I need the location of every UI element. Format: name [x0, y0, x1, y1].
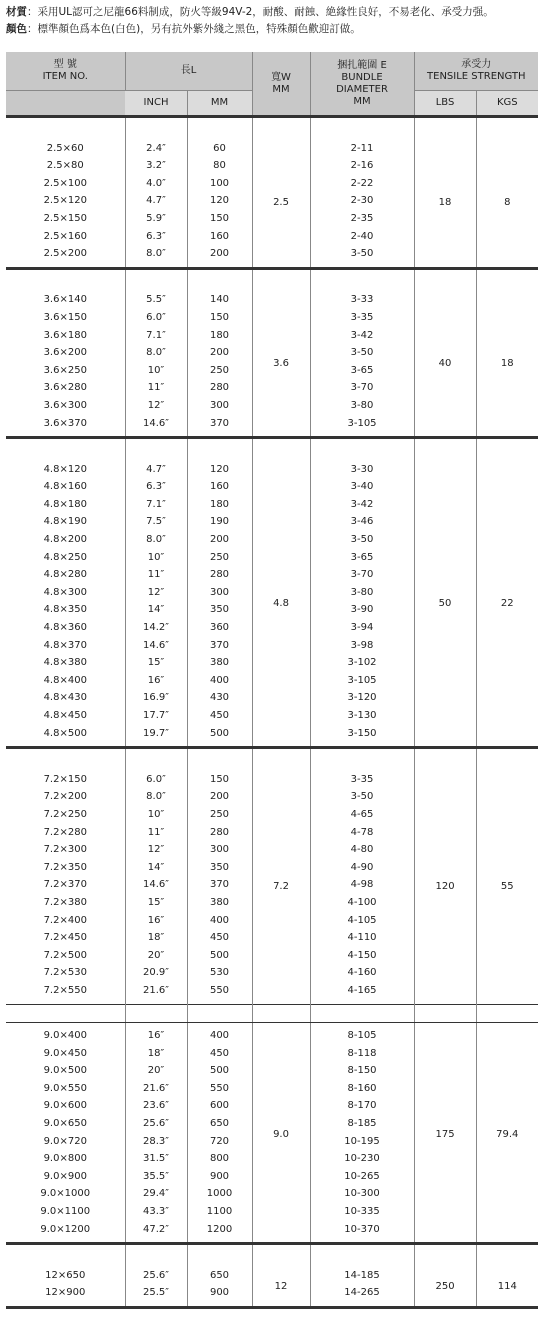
item-no: 4.8×200: [43, 534, 87, 546]
length-inch: 8.0″: [125, 245, 187, 268]
length-mm: 150: [187, 309, 252, 327]
material-note: [6, 4, 538, 21]
item-no: 7.2×300: [43, 844, 87, 856]
length-mm: 250: [187, 549, 252, 567]
bundle-diameter: 3-65: [310, 362, 414, 380]
bundle-diameter: 3-120: [310, 689, 414, 707]
length-inch: 18″: [125, 929, 187, 947]
group-separator: [6, 438, 538, 457]
bundle-diameter: 4-65: [310, 806, 414, 824]
bundle-diameter: 2-16: [310, 157, 414, 175]
length-inch: 14.6″: [125, 637, 187, 655]
length-inch: 31.5″: [125, 1150, 187, 1168]
tensile-kgs: 114: [476, 1263, 538, 1308]
length-mm: 100: [187, 175, 252, 193]
length-mm: 1100: [187, 1203, 252, 1221]
length-mm: 150: [187, 210, 252, 228]
length-mm: 120: [187, 192, 252, 210]
length-inch: 16″: [125, 912, 187, 930]
length-mm: 150: [187, 767, 252, 789]
table-row: [6, 457, 538, 479]
item-no: 4.8×360: [43, 622, 87, 634]
bundle-diameter: 3-46: [310, 513, 414, 531]
length-inch: 20″: [125, 947, 187, 965]
item-no: 4.8×450: [43, 710, 87, 721]
bundle-diameter: 14-265: [310, 1284, 414, 1307]
length-inch: 4.0″: [125, 175, 187, 193]
item-no: 7.2×380: [43, 896, 87, 908]
length-mm: 500: [187, 947, 252, 965]
bundle-diameter: 3-94: [310, 619, 414, 637]
length-inch: 14.6″: [125, 876, 187, 894]
bundle-diameter: 4-98: [310, 876, 414, 894]
length-inch: 20″: [125, 1062, 187, 1080]
color-label: 顏色: [6, 23, 27, 35]
spec-notes: [0, 0, 544, 38]
length-mm: 180: [187, 327, 252, 345]
table-row: [6, 1023, 538, 1045]
item-no: 7.2×530: [43, 967, 87, 979]
length-mm: 160: [187, 228, 252, 246]
bundle-diameter: 2-40: [310, 228, 414, 246]
length-inch: 28.3″: [125, 1133, 187, 1151]
length-mm: 250: [187, 806, 252, 824]
length-mm: 300: [187, 397, 252, 415]
length-mm: 500: [187, 725, 252, 748]
bundle-diameter: 2-35: [310, 210, 414, 228]
length-inch: 15″: [125, 894, 187, 912]
bundle-diameter: 3-98: [310, 637, 414, 655]
length-inch: 6.3″: [125, 478, 187, 496]
bundle-diameter: 3-65: [310, 549, 414, 567]
item-no: 9.0×900: [43, 1170, 87, 1182]
width-mm: 2.5: [252, 136, 310, 269]
item-no: 9.0×720: [43, 1135, 87, 1147]
length-inch: 6.3″: [125, 228, 187, 246]
length-mm: 190: [187, 513, 252, 531]
length-mm: 200: [187, 245, 252, 268]
length-inch: 4.7″: [125, 192, 187, 210]
length-inch: 11″: [125, 566, 187, 584]
bundle-diameter: 8-105: [310, 1023, 414, 1045]
length-mm: 1200: [187, 1221, 252, 1244]
length-inch: 4.7″: [125, 457, 187, 479]
header-length: 長L: [125, 52, 252, 91]
length-mm: 180: [187, 496, 252, 514]
item-no: 3.6×300: [43, 399, 87, 411]
item-no: 9.0×1100: [40, 1206, 91, 1218]
bundle-diameter: 4-160: [310, 964, 414, 982]
item-no: 9.0×800: [43, 1153, 87, 1165]
length-inch: 12″: [125, 841, 187, 859]
length-mm: 380: [187, 894, 252, 912]
bundle-diameter: 3-105: [310, 415, 414, 438]
tensile-kgs: 79.4: [476, 1023, 538, 1244]
width-mm: 12: [252, 1263, 310, 1308]
bundle-diameter: 3-102: [310, 654, 414, 672]
length-mm: 140: [187, 287, 252, 309]
header-inch: INCH: [125, 91, 187, 117]
tensile-lbs: 175: [414, 1023, 476, 1244]
bundle-diameter: 3-70: [310, 566, 414, 584]
length-mm: 370: [187, 637, 252, 655]
length-mm: 60: [187, 136, 252, 158]
length-mm: 350: [187, 601, 252, 619]
item-no: 7.2×350: [43, 861, 87, 873]
bundle-diameter: 3-40: [310, 478, 414, 496]
length-mm: 120: [187, 457, 252, 479]
length-mm: 200: [187, 344, 252, 362]
item-no: 9.0×1000: [40, 1188, 91, 1200]
length-inch: 14.2″: [125, 619, 187, 637]
item-no: 4.8×370: [43, 639, 87, 651]
item-no: 3.6×150: [43, 311, 87, 323]
length-mm: 200: [187, 788, 252, 806]
item-no: 3.6×250: [43, 364, 87, 376]
bundle-diameter: 10-300: [310, 1185, 414, 1203]
item-no: 2.5×150: [43, 212, 87, 224]
bundle-diameter: 3-130: [310, 707, 414, 725]
header-mm: MM: [187, 91, 252, 117]
length-inch: 14.6″: [125, 415, 187, 438]
item-no: 12×650: [45, 1269, 86, 1281]
bundle-diameter: 4-100: [310, 894, 414, 912]
length-inch: 5.9″: [125, 210, 187, 228]
tensile-kgs: 55: [476, 767, 538, 1004]
length-inch: 8.0″: [125, 344, 187, 362]
length-mm: 430: [187, 689, 252, 707]
tensile-lbs: 40: [414, 287, 476, 437]
bundle-diameter: 3-90: [310, 601, 414, 619]
length-inch: 5.5″: [125, 287, 187, 309]
item-no: 2.5×200: [43, 248, 87, 260]
width-mm: 4.8: [252, 457, 310, 748]
group-separator: [6, 748, 538, 767]
table-bottom-rule: [6, 1308, 538, 1327]
length-inch: 10″: [125, 362, 187, 380]
length-inch: 17.7″: [125, 707, 187, 725]
length-inch: 3.2″: [125, 157, 187, 175]
material-text: ：采用UL認可之尼龍66料制成，防火等級94V-2，耐酸、耐蝕、絶緣性良好，不易老化、承受力强。: [27, 6, 494, 18]
length-inch: 8.0″: [125, 788, 187, 806]
length-mm: 900: [187, 1168, 252, 1186]
table-row: [6, 136, 538, 158]
item-no: 9.0×600: [43, 1100, 87, 1112]
length-mm: 720: [187, 1133, 252, 1151]
item-no: 7.2×200: [43, 791, 87, 803]
bundle-diameter: 3-150: [310, 725, 414, 748]
bundle-diameter: 10-265: [310, 1168, 414, 1186]
length-mm: 1000: [187, 1185, 252, 1203]
bundle-diameter: 10-370: [310, 1221, 414, 1244]
length-mm: 600: [187, 1097, 252, 1115]
length-inch: 6.0″: [125, 309, 187, 327]
color-note: [6, 21, 538, 38]
item-no: 4.8×280: [43, 569, 87, 581]
header-lbs: LBS: [414, 91, 476, 117]
item-no: 7.2×280: [43, 826, 87, 838]
item-no: 4.8×500: [43, 727, 87, 739]
length-mm: 300: [187, 584, 252, 602]
item-no: 9.0×550: [43, 1082, 87, 1094]
item-no: 3.6×180: [43, 329, 87, 341]
bundle-diameter: 10-230: [310, 1150, 414, 1168]
item-no: 9.0×650: [43, 1118, 87, 1130]
bundle-diameter: 3-50: [310, 245, 414, 268]
length-mm: 360: [187, 619, 252, 637]
color-text: ：標準顏色爲本色(白色)，另有抗外紫外綫之黑色，特殊顏色歡迎訂做。: [27, 23, 361, 35]
item-no: 3.6×370: [43, 417, 87, 429]
group-separator: [6, 117, 538, 136]
length-inch: 25.5″: [125, 1284, 187, 1307]
length-inch: 8.0″: [125, 531, 187, 549]
length-mm: 200: [187, 531, 252, 549]
bundle-diameter: 2-22: [310, 175, 414, 193]
bundle-diameter: 3-42: [310, 327, 414, 345]
item-no: 4.8×350: [43, 604, 87, 616]
bundle-diameter: 3-50: [310, 344, 414, 362]
group-separator: [6, 1244, 538, 1263]
item-no: 7.2×500: [43, 949, 87, 961]
length-inch: 12″: [125, 397, 187, 415]
length-inch: 12″: [125, 584, 187, 602]
bundle-diameter: 8-118: [310, 1045, 414, 1063]
length-inch: 21.6″: [125, 1080, 187, 1098]
header-item: 型 號 ITEM NO.: [6, 52, 125, 91]
bundle-diameter: 8-170: [310, 1097, 414, 1115]
bundle-diameter: 14-185: [310, 1263, 414, 1285]
material-label: 材質: [6, 6, 27, 18]
length-inch: 14″: [125, 859, 187, 877]
item-no: 4.8×300: [43, 586, 87, 598]
item-no: 4.8×180: [43, 498, 87, 510]
header-item-blank: [6, 91, 125, 117]
length-mm: 800: [187, 1150, 252, 1168]
tensile-lbs: 18: [414, 136, 476, 269]
bundle-diameter: 8-150: [310, 1062, 414, 1080]
table-row: [6, 767, 538, 789]
length-mm: 280: [187, 566, 252, 584]
bundle-diameter: 8-185: [310, 1115, 414, 1133]
bundle-diameter: 3-30: [310, 457, 414, 479]
item-no: 7.2×150: [43, 773, 87, 785]
bundle-diameter: 4-165: [310, 982, 414, 1004]
length-mm: 450: [187, 929, 252, 947]
length-inch: 6.0″: [125, 767, 187, 789]
header-tensile: 承受力 TENSILE STRENGTH: [414, 52, 538, 91]
width-mm: 9.0: [252, 1023, 310, 1244]
length-inch: 7.1″: [125, 327, 187, 345]
tensile-lbs: 50: [414, 457, 476, 748]
length-mm: 370: [187, 876, 252, 894]
length-mm: 550: [187, 1080, 252, 1098]
length-inch: 7.1″: [125, 496, 187, 514]
bundle-diameter: 2-30: [310, 192, 414, 210]
length-mm: 550: [187, 982, 252, 1004]
length-inch: 23.6″: [125, 1097, 187, 1115]
length-inch: 29.4″: [125, 1185, 187, 1203]
length-inch: 43.3″: [125, 1203, 187, 1221]
length-mm: 250: [187, 362, 252, 380]
bundle-diameter: 3-42: [310, 496, 414, 514]
length-mm: 280: [187, 824, 252, 842]
bundle-diameter: 3-105: [310, 672, 414, 690]
tensile-lbs: 120: [414, 767, 476, 1004]
item-no: 12×900: [45, 1287, 86, 1299]
length-mm: 450: [187, 1045, 252, 1063]
spec-body: [6, 117, 538, 1327]
group-separator: [6, 268, 538, 287]
item-no: 4.8×250: [43, 551, 87, 563]
item-no: 9.0×400: [43, 1030, 87, 1042]
length-inch: 25.6″: [125, 1115, 187, 1133]
item-no: 3.6×280: [43, 382, 87, 394]
cable-tie-spec-table: [6, 52, 538, 1327]
length-mm: 450: [187, 707, 252, 725]
item-no: 7.2×550: [43, 984, 87, 996]
item-no: 9.0×450: [43, 1047, 87, 1059]
length-inch: 16″: [125, 672, 187, 690]
width-mm: 7.2: [252, 767, 310, 1004]
bundle-diameter: 10-335: [310, 1203, 414, 1221]
item-no: 9.0×1200: [40, 1223, 91, 1235]
bundle-diameter: 10-195: [310, 1133, 414, 1151]
item-no: 7.2×250: [43, 808, 87, 820]
length-inch: 35.5″: [125, 1168, 187, 1186]
length-inch: 10″: [125, 549, 187, 567]
length-mm: 400: [187, 1023, 252, 1045]
bundle-diameter: 3-50: [310, 788, 414, 806]
bundle-diameter: 4-80: [310, 841, 414, 859]
length-mm: 160: [187, 478, 252, 496]
bundle-diameter: 2-11: [310, 136, 414, 158]
item-no: 7.2×450: [43, 932, 87, 944]
bundle-diameter: 3-33: [310, 287, 414, 309]
length-mm: 370: [187, 415, 252, 438]
bundle-diameter: 3-70: [310, 379, 414, 397]
bundle-diameter: 3-80: [310, 397, 414, 415]
header-width: 寬W MM: [252, 52, 310, 117]
tensile-kgs: 22: [476, 457, 538, 748]
bundle-diameter: 4-110: [310, 929, 414, 947]
length-inch: 20.9″: [125, 964, 187, 982]
length-mm: 650: [187, 1263, 252, 1285]
header-bundle-diameter: 捆扎範圍 E BUNDLE DIAMETER MM: [310, 52, 414, 117]
table-row: [6, 287, 538, 309]
bundle-diameter: 3-80: [310, 584, 414, 602]
length-inch: 47.2″: [125, 1221, 187, 1244]
length-mm: 300: [187, 841, 252, 859]
bundle-diameter: 3-35: [310, 767, 414, 789]
length-mm: 900: [187, 1284, 252, 1307]
item-no: 2.5×80: [46, 160, 84, 172]
length-inch: 19.7″: [125, 725, 187, 748]
item-no: 2.5×120: [43, 195, 87, 207]
length-inch: 15″: [125, 654, 187, 672]
table-row: [6, 1263, 538, 1285]
length-mm: 380: [187, 654, 252, 672]
length-inch: 11″: [125, 824, 187, 842]
item-no: 4.8×380: [43, 657, 87, 669]
length-mm: 350: [187, 859, 252, 877]
bundle-diameter: 4-150: [310, 947, 414, 965]
item-no: 4.8×430: [43, 692, 87, 704]
length-mm: 530: [187, 964, 252, 982]
length-inch: 11″: [125, 379, 187, 397]
bundle-diameter: 4-90: [310, 859, 414, 877]
length-inch: 7.5″: [125, 513, 187, 531]
bundle-diameter: 8-160: [310, 1080, 414, 1098]
item-no: 3.6×200: [43, 347, 87, 359]
item-no: 7.2×400: [43, 914, 87, 926]
item-no: 2.5×160: [43, 230, 87, 242]
length-inch: 25.6″: [125, 1263, 187, 1285]
item-no: 4.8×160: [43, 481, 87, 493]
tensile-kgs: 18: [476, 287, 538, 437]
length-inch: 10″: [125, 806, 187, 824]
length-mm: 650: [187, 1115, 252, 1133]
length-inch: 16″: [125, 1023, 187, 1045]
length-inch: 18″: [125, 1045, 187, 1063]
length-mm: 500: [187, 1062, 252, 1080]
tensile-kgs: 8: [476, 136, 538, 269]
tensile-lbs: 250: [414, 1263, 476, 1308]
bundle-diameter: 3-35: [310, 309, 414, 327]
item-no: 9.0×500: [43, 1065, 87, 1077]
group-separator: [6, 1004, 538, 1023]
item-no: 2.5×100: [43, 177, 87, 189]
bundle-diameter: 3-50: [310, 531, 414, 549]
length-inch: 14″: [125, 601, 187, 619]
length-inch: 21.6″: [125, 982, 187, 1004]
item-no: 4.8×120: [43, 463, 87, 475]
width-mm: 3.6: [252, 287, 310, 437]
length-mm: 280: [187, 379, 252, 397]
item-no: 3.6×140: [43, 294, 87, 306]
length-mm: 80: [187, 157, 252, 175]
length-mm: 400: [187, 672, 252, 690]
bundle-diameter: 4-78: [310, 824, 414, 842]
bundle-diameter: 4-105: [310, 912, 414, 930]
length-inch: 16.9″: [125, 689, 187, 707]
header-kgs: KGS: [476, 91, 538, 117]
item-no: 7.2×370: [43, 879, 87, 891]
length-inch: 2.4″: [125, 136, 187, 158]
item-no: 2.5×60: [46, 142, 84, 154]
length-mm: 400: [187, 912, 252, 930]
item-no: 4.8×400: [43, 674, 87, 686]
item-no: 4.8×190: [43, 516, 87, 528]
